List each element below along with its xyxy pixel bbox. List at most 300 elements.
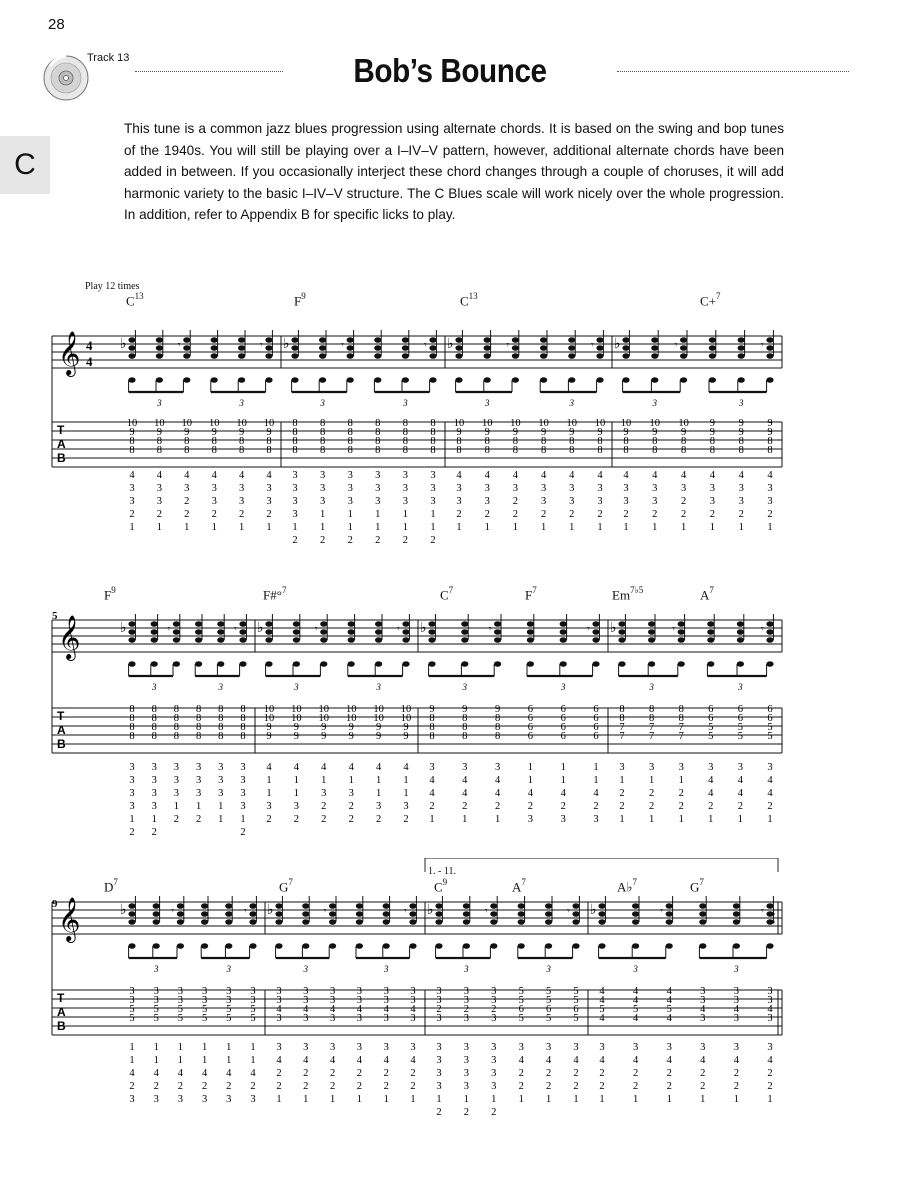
notehead [211, 345, 218, 351]
chord-symbol: $F^9$ [294, 291, 306, 309]
notehead [265, 661, 272, 667]
fingering-number: 3 [436, 1068, 442, 1079]
fingering-number: 4 [266, 470, 272, 481]
fingering-number: 1 [218, 801, 224, 812]
notehead [128, 903, 135, 909]
tab-number: 9 [238, 427, 245, 438]
fingering-number: 3 [240, 775, 246, 786]
flat-accidental: ♭ [120, 902, 127, 918]
notehead [618, 629, 625, 635]
notehead [738, 345, 745, 351]
notehead [766, 621, 773, 627]
flat-accidental: ♭ [427, 902, 434, 918]
fingering-number: 1 [153, 1042, 159, 1053]
notehead [680, 337, 687, 343]
notehead [737, 637, 744, 643]
fingering-number: 4 [737, 788, 744, 799]
fingering-number: 2 [680, 509, 687, 520]
tab-number: 3 [733, 995, 740, 1006]
notehead [383, 919, 390, 925]
notehead [733, 943, 740, 949]
fingering-number: 1 [569, 522, 575, 533]
fingering-number: 3 [129, 1094, 135, 1105]
tab-number: 8 [319, 418, 326, 429]
fingering-number: 2 [250, 1081, 256, 1092]
fingering-number: 2 [184, 509, 190, 520]
fingering-number: 3 [597, 483, 603, 494]
tab-number: 8 [292, 445, 298, 456]
notehead [598, 903, 605, 909]
notehead [265, 353, 272, 359]
fingering-number: 2 [463, 1107, 470, 1118]
chord-symbol: C+$^7$ [700, 291, 721, 309]
eighth-rest-icon: 𝄾 [234, 624, 237, 635]
tab-number: 8 [680, 436, 687, 447]
tab-number: 5 [129, 1004, 135, 1015]
notehead [293, 629, 300, 635]
fingering-number: 1 [512, 522, 519, 533]
notehead [512, 377, 519, 383]
notehead [518, 903, 525, 909]
triplet-mark: 3 [383, 964, 389, 974]
triplet-mark: 3 [464, 964, 469, 974]
fingering-number: 4 [560, 788, 566, 799]
fingering-number: 2 [410, 1081, 416, 1092]
fingering-number: 2 [319, 535, 326, 546]
notehead [374, 377, 381, 383]
notehead [128, 637, 135, 643]
tab-number: 10 [678, 418, 689, 429]
triplet-mark: 3 [294, 682, 299, 692]
notehead [265, 637, 272, 643]
chord-symbol: $C^7$ [440, 585, 454, 603]
tab-number: 3 [329, 995, 336, 1006]
fingering-number: 2 [518, 1081, 524, 1092]
notehead [648, 629, 655, 635]
notehead [225, 911, 232, 917]
notehead [678, 629, 685, 635]
fingering-number: 4 [599, 1055, 605, 1066]
notehead [319, 337, 326, 343]
tab-letter: B [57, 1019, 66, 1033]
notehead [490, 919, 497, 925]
fingering-number: 2 [456, 509, 462, 520]
fingering-number: 2 [173, 814, 180, 825]
notehead [512, 353, 519, 359]
fingering-number: 3 [348, 788, 354, 799]
notehead [320, 661, 327, 667]
notehead [527, 661, 534, 667]
notehead [484, 345, 491, 351]
notehead [632, 943, 639, 949]
fingering-number: 3 [177, 1094, 184, 1105]
notehead [356, 919, 363, 925]
tab-number: 8 [619, 704, 625, 715]
notehead [766, 629, 773, 635]
tab-number: 9 [494, 704, 501, 715]
notehead [265, 629, 272, 635]
fingering-number: 3 [430, 496, 436, 507]
fingering-number: 3 [211, 483, 217, 494]
notehead [572, 919, 579, 925]
notehead [291, 345, 298, 351]
tab-number: 8 [512, 445, 519, 456]
notehead [201, 943, 208, 949]
music-system-1 [0, 296, 900, 552]
fingering-number: 2 [599, 1081, 605, 1092]
notehead [293, 621, 300, 627]
fingering-number: 1 [303, 1094, 309, 1105]
eighth-rest-icon: 𝄾 [171, 906, 175, 917]
notehead [183, 337, 190, 343]
notehead [238, 337, 245, 343]
fingering-number: 3 [292, 483, 298, 494]
fingering-number: 2 [356, 1081, 363, 1092]
fingering-number: 3 [356, 1042, 363, 1053]
tab-number: 8 [569, 436, 575, 447]
notehead [275, 911, 282, 917]
fingering-number: 2 [494, 801, 501, 812]
triplet-mark: 3 [218, 682, 224, 692]
notehead [463, 903, 470, 909]
fingering-number: 3 [173, 762, 180, 773]
notehead [348, 637, 355, 643]
notehead [648, 621, 655, 627]
notehead [153, 903, 160, 909]
fingering-number: 4 [410, 1055, 416, 1066]
ending-bracket [425, 858, 778, 872]
notehead [592, 629, 599, 635]
fingering-number: 3 [347, 483, 353, 494]
fingering-number: 1 [266, 788, 272, 799]
eighth-rest-icon: 𝄾 [314, 624, 318, 635]
fingering-number: 1 [129, 522, 135, 533]
fingering-number: 4 [211, 470, 217, 481]
fingering-number: 4 [177, 1068, 184, 1079]
fingering-number: 3 [623, 483, 629, 494]
fingering-number: 1 [129, 1055, 135, 1066]
fingering-number: 2 [177, 1081, 184, 1092]
notehead [238, 345, 245, 351]
page-title: Bob’s Bounce [353, 52, 547, 89]
fingering-number: 2 [597, 509, 603, 520]
fingering-number: 4 [375, 762, 382, 773]
tab-number: 7 [648, 731, 655, 742]
notehead [596, 337, 603, 343]
tab-number: 8 [462, 722, 468, 733]
tab-number: 8 [429, 731, 435, 742]
tab-number: 3 [410, 1013, 416, 1024]
fingering-number: 4 [129, 1068, 135, 1079]
notehead [128, 943, 135, 949]
fingering-number: 3 [484, 483, 490, 494]
tab-number: 9 [266, 731, 272, 742]
triplet-mark: 3 [226, 964, 232, 974]
tab-number: 10 [318, 704, 330, 715]
eighth-rest-icon: 𝄾 [167, 624, 171, 635]
tab-number: 8 [319, 436, 326, 447]
fingering-number: 4 [767, 470, 773, 481]
fingering-number: 2 [767, 1081, 773, 1092]
tab-number: 5 [708, 731, 714, 742]
fingering-number: 3 [491, 1081, 497, 1092]
fingering-number: 3 [597, 496, 603, 507]
fingering-number: 3 [347, 470, 353, 481]
notehead [766, 943, 773, 949]
notehead [356, 911, 363, 917]
tab-number: 8 [240, 713, 246, 724]
notehead [177, 903, 184, 909]
fingering-number: 3 [250, 1094, 256, 1105]
fingering-number: 3 [738, 483, 744, 494]
tab-number: 3 [733, 986, 740, 997]
tab-number: 8 [129, 722, 135, 733]
fingering-number: 3 [402, 470, 409, 481]
chord-symbol: $F^7$ [525, 585, 537, 603]
fingering-number: 3 [648, 762, 655, 773]
fingering-number: 3 [680, 483, 687, 494]
eighth-rest-icon: 𝄾 [484, 906, 488, 917]
notehead [302, 943, 309, 949]
fingering-number: 1 [593, 762, 599, 773]
tab-number: 8 [678, 713, 684, 724]
tab-number: 8 [292, 418, 298, 429]
tab-number: 7 [619, 722, 625, 733]
fingering-number: 1 [383, 1094, 389, 1105]
fingering-number: 3 [195, 788, 202, 799]
notehead [402, 353, 409, 359]
notehead [347, 345, 354, 351]
fingering-number: 1 [410, 1094, 416, 1105]
fingering-number: 3 [652, 483, 658, 494]
notehead [291, 353, 298, 359]
notehead [329, 911, 336, 917]
triplet-mark: 3 [320, 398, 325, 408]
tab-number: 8 [709, 445, 716, 456]
notehead [211, 353, 218, 359]
fingering-number: 2 [321, 814, 327, 825]
fingering-number: 3 [456, 483, 462, 494]
fingering-number: 2 [700, 1081, 706, 1092]
fingering-number: 1 [648, 775, 655, 786]
notehead [195, 661, 202, 667]
tab-number: 6 [573, 1004, 579, 1015]
fingering-number: 2 [329, 1068, 336, 1079]
notehead [374, 337, 381, 343]
tab-number: 6 [593, 731, 599, 742]
notehead [540, 353, 547, 359]
notehead [211, 337, 218, 343]
tab-number: 6 [593, 722, 599, 733]
fingering-number: 3 [436, 1081, 442, 1092]
fingering-number: 1 [733, 1094, 740, 1105]
chord-symbol: $D^7$ [104, 877, 118, 895]
tab-number: 8 [151, 731, 157, 742]
notehead [766, 353, 773, 359]
tab-number: 4 [767, 1004, 773, 1015]
notehead [239, 661, 246, 667]
fingering-number: 2 [623, 509, 629, 520]
fingering-number: 3 [436, 1055, 442, 1066]
tab-number: 5 [177, 1013, 184, 1024]
tab-number: 10 [566, 418, 578, 429]
chord-symbol: $Em^{7♭5}$ [612, 585, 644, 603]
tab-number: 8 [218, 722, 224, 733]
tab-number: 8 [430, 418, 436, 429]
fingering-number: 1 [293, 775, 300, 786]
notehead [678, 637, 685, 643]
notehead [409, 903, 416, 909]
fingering-number: 3 [463, 1068, 470, 1079]
tab-number: 6 [593, 704, 599, 715]
tab-number: 3 [491, 1013, 497, 1024]
notehead [707, 629, 714, 635]
flat-accidental: ♭ [420, 620, 427, 636]
fingering-number: 3 [129, 788, 135, 799]
fingering-number: 2 [293, 814, 300, 825]
fingering-number: 1 [540, 522, 547, 533]
tab-number: 4 [666, 995, 672, 1006]
fingering-number: 1 [250, 1042, 256, 1053]
notehead [319, 353, 326, 359]
tab-number: 9 [375, 722, 382, 733]
notehead [592, 661, 599, 667]
tab-number: 9 [129, 427, 135, 438]
notehead [249, 911, 256, 917]
tab-number: 3 [463, 1013, 470, 1024]
tab-number: 8 [129, 731, 135, 742]
tab-number: 8 [156, 445, 163, 456]
fingering-number: 1 [560, 775, 566, 786]
page-number: 28 [48, 16, 65, 33]
triplet-mark: 3 [403, 398, 408, 408]
notehead [128, 353, 135, 359]
notehead [151, 621, 158, 627]
notehead [455, 353, 462, 359]
fingering-number: 2 [153, 1081, 159, 1092]
fingering-number: 3 [491, 1055, 497, 1066]
fingering-number: 4 [403, 762, 409, 773]
tab-number: 3 [356, 1013, 363, 1024]
notehead [201, 903, 208, 909]
fingering-number: 4 [429, 788, 435, 799]
fingering-number: 2 [462, 801, 468, 812]
fingering-number: 2 [512, 509, 519, 520]
chord-symbol: A♭$^7$ [617, 877, 638, 895]
fingering-number: 1 [156, 522, 163, 533]
tab-number: 5 [545, 986, 552, 997]
tab-number: 3 [153, 986, 159, 997]
fingering-number: 2 [195, 814, 202, 825]
tab-number: 8 [648, 704, 655, 715]
notehead [156, 353, 163, 359]
notehead [678, 661, 685, 667]
fingering-number: 1 [201, 1042, 208, 1053]
treble-clef-icon: 𝄞 [58, 615, 81, 659]
tab-number: 9 [321, 731, 327, 742]
notehead [512, 345, 519, 351]
fingering-number: 4 [329, 1055, 336, 1066]
notehead [183, 377, 190, 383]
fingering-number: 1 [619, 775, 625, 786]
notehead [651, 377, 658, 383]
tab-number: 8 [240, 731, 246, 742]
tab-number: 6 [545, 1004, 552, 1015]
eighth-rest-icon: 𝄾 [244, 906, 247, 917]
chord-symbol: $C^{13}$ [460, 291, 478, 309]
fingering-number: 3 [151, 762, 157, 773]
fingering-number: 3 [329, 1042, 336, 1053]
fingering-number: 3 [276, 1042, 282, 1053]
fingering-number: 3 [491, 1042, 497, 1053]
tab-number: 8 [195, 713, 202, 724]
fingering-number: 2 [129, 1081, 135, 1092]
tab-number: 8 [238, 436, 245, 447]
notehead [560, 621, 567, 627]
tab-number: 6 [527, 722, 534, 733]
tab-number: 8 [218, 704, 224, 715]
flat-accidental: ♭ [447, 336, 454, 352]
eighth-rest-icon: 𝄾 [506, 340, 510, 351]
fingering-number: 3 [560, 814, 566, 825]
fingering-number: 2 [560, 801, 566, 812]
notehead [173, 661, 180, 667]
tab-number: 9 [597, 427, 603, 438]
notehead [375, 637, 382, 643]
notehead [512, 337, 519, 343]
tab-number: 8 [195, 704, 202, 715]
fingering-number: 2 [321, 801, 327, 812]
fingering-number: 1 [226, 1042, 232, 1053]
notehead [347, 337, 354, 343]
notehead [598, 919, 605, 925]
notehead [347, 353, 354, 359]
tab-number: 8 [240, 704, 246, 715]
tab-letter: A [57, 723, 66, 737]
tab-number: 8 [484, 436, 490, 447]
fingering-number: 4 [429, 775, 435, 786]
notehead [560, 629, 567, 635]
fingering-number: 3 [430, 470, 436, 481]
fingering-number: 4 [276, 1055, 282, 1066]
fingering-number: 4 [680, 470, 687, 481]
notehead [527, 629, 534, 635]
fingering-number: 4 [494, 788, 501, 799]
fingering-number: 3 [195, 775, 202, 786]
flat-accidental: ♭ [614, 336, 621, 352]
section-tab: C [0, 136, 50, 194]
fingering-number: 1 [632, 1094, 639, 1105]
tab-number: 8 [375, 445, 381, 456]
notehead [211, 377, 218, 383]
flat-accidental: ♭ [120, 336, 127, 352]
fingering-number: 1 [184, 522, 190, 533]
fingering-number: 2 [129, 827, 135, 838]
fingering-number: 1 [648, 814, 655, 825]
fingering-number: 3 [238, 496, 245, 507]
notehead [265, 377, 272, 383]
tab-number: 5 [573, 986, 579, 997]
notehead [484, 377, 491, 383]
notehead [348, 621, 355, 627]
tab-number: 3 [436, 986, 442, 997]
tab-number: 10 [345, 713, 357, 724]
tab-number: 3 [129, 995, 135, 1006]
tab-number: 8 [484, 445, 490, 456]
fingering-number: 1 [403, 775, 409, 786]
fingering-number: 2 [545, 1081, 552, 1092]
fingering-number: 2 [303, 1068, 309, 1079]
